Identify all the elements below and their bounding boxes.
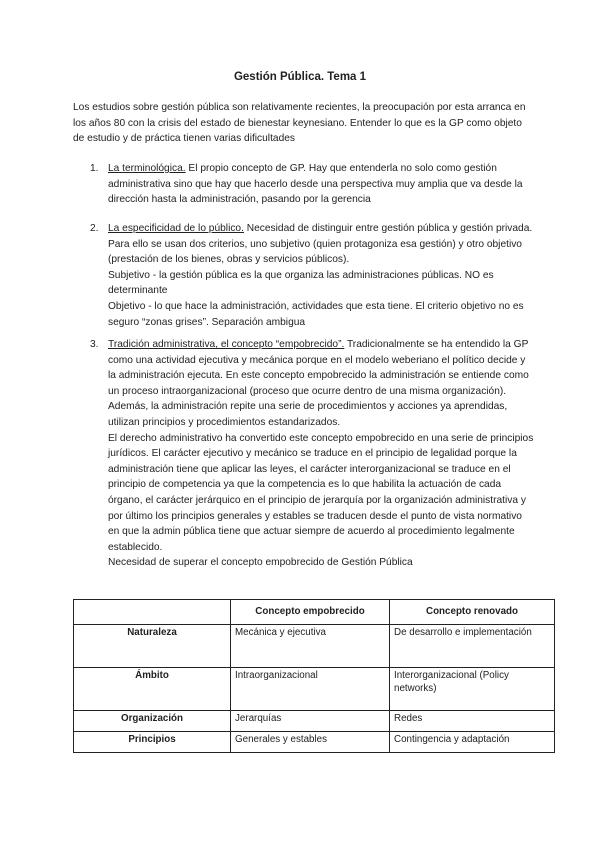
table-cell: Generales y estables xyxy=(231,732,390,753)
table-cell: Contingencia y adaptación xyxy=(390,732,555,753)
table-row xyxy=(74,732,555,753)
table-row xyxy=(74,711,555,732)
table-header-cell: Concepto empobrecido xyxy=(231,600,390,625)
row-header: Naturaleza xyxy=(74,625,231,668)
list-number: 2. xyxy=(90,223,99,234)
table-cell: Intraorganizacional xyxy=(231,668,390,711)
item-heading: La terminológica. xyxy=(108,163,186,174)
table-cell: De desarrollo e implementación xyxy=(390,625,555,668)
table-cell: Mecánica y ejecutiva xyxy=(231,625,390,668)
item-heading: Tradición administrativa, el concepto “empobrecido”. xyxy=(108,339,345,350)
table-header-cell xyxy=(74,600,231,625)
list-item-tradicion xyxy=(90,337,536,571)
item-text: Necesidad de superar el concepto empobrecido de Gestión Pública xyxy=(108,557,413,569)
list-number: 1. xyxy=(90,163,99,174)
list-item-terminologica xyxy=(90,161,536,208)
row-header: Ámbito xyxy=(74,668,231,711)
table-header-cell: Concepto renovado xyxy=(390,600,555,625)
list-item-especificidad xyxy=(90,221,536,330)
page-title: Gestión Pública. Tema 1 xyxy=(233,71,367,83)
item-text: Objetivo - lo que hace la administración, actividades que esta tiene. El criterio objetivo no es seguro “zonas grises”. Separación ambigua xyxy=(108,300,524,328)
comparison-table xyxy=(73,599,555,753)
row-header: Organización xyxy=(74,711,231,732)
table-row xyxy=(74,625,555,668)
intro-paragraph: Los estudios sobre gestión pública son relativamente recientes, la preocupación por esta arranca en los años 80 con la crisis del estado de bienestar keynesiano. Entender lo que es la GP como objeto de estudio y de práctica tienen varias dificultades xyxy=(73,102,526,145)
item-text: Tradicionalmente se ha entendido la GP como una actividad ejecutiva y mecánica porque en el modelo weberiano el político decide y la administración ejecuta. En este concepto empobrecido la administración se entiende como un proceso intraorganizacional (proceso que ocurre dentro de una misma organización). Además, la administración repite una serie de procedimientos y acciones ya aprendidas, utilizan principios y procedimientos estandarizados. xyxy=(108,339,529,428)
row-header: Principios xyxy=(74,732,231,753)
item-text: El propio concepto de GP. Hay que entenderla no solo como gestión administrativa sino que hay que hacerlo desde una perspectiva muy amplia que va desde la dirección hasta la administración, pasando por la gerencia xyxy=(108,163,523,206)
list-number: 3. xyxy=(90,339,99,350)
table-row xyxy=(74,668,555,711)
table-header-row xyxy=(74,600,555,625)
item-text: Subjetivo - la gestión pública es la que organiza las administraciones públicas. NO es determinante xyxy=(108,269,494,297)
table-cell: Redes xyxy=(390,711,555,732)
table-cell: Interorganizacional (Policy networks) xyxy=(390,668,555,711)
table-cell: Jerarquías xyxy=(231,711,390,732)
item-text: Necesidad de distinguir entre gestión pública y gestión privada. Para ello se usan dos criterios, uno subjetivo (quien protagoniza esa gestión) y otro objetivo (prestación de los bienes, obras y servicios públicos). xyxy=(108,223,533,266)
item-heading: La especificidad de lo público. xyxy=(108,223,244,234)
item-text: El derecho administrativo ha convertido este concepto empobrecido en una serie de principios jurídicos. El carácter ejecutivo y mecánico se traduce en el principio de legalidad porque la administración tiene que aplicar las leyes, el carácter interorganizacional se traduce en el principio de competencia ya que la competencia es lo que habilita la actuación de cada órgano, el carácter jerárquico en el principio de jerarquía por la organización administrativa y por último los principios generales y estables se traducen desde el punto de vista normativo en que la admin pública tiene que actuar siempre de acuerdo al procedimiento legalmente establecido. xyxy=(108,432,534,553)
